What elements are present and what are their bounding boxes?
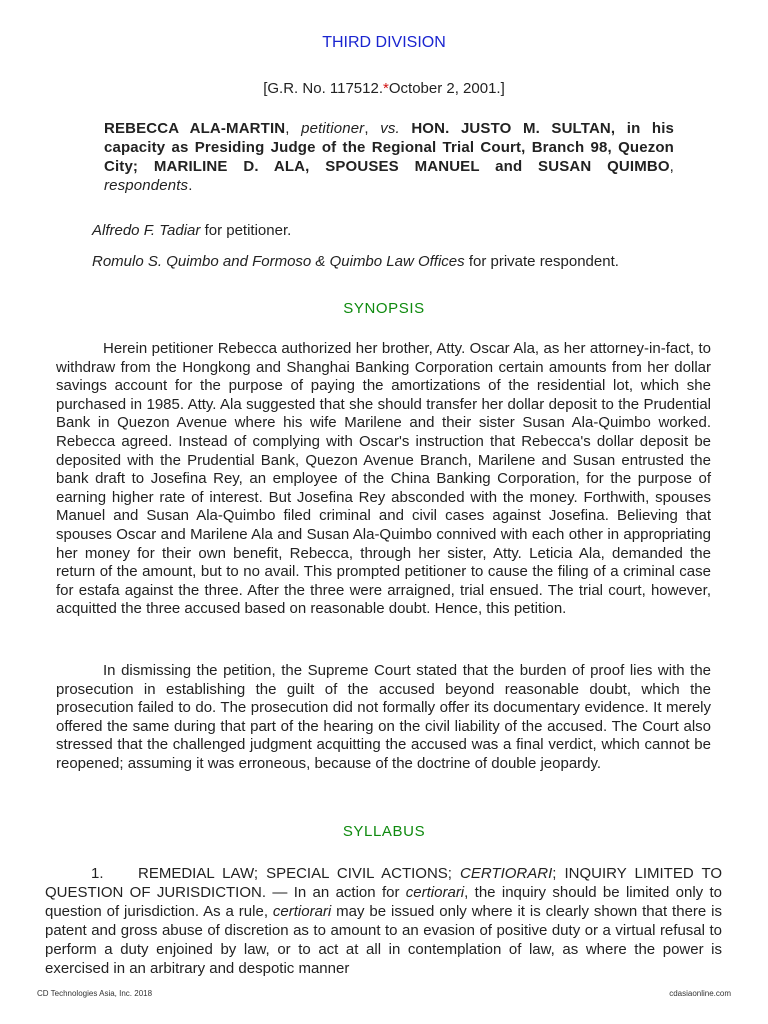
respondents-role: respondents bbox=[104, 177, 189, 194]
respondents-list: HON. JUSTO M. SULTAN, in his capacity as Presiding Judge of the Regional Trial Court, Branch 98, Quezon City; MARILINE D. ALA, SPOUSES MANUEL and SUSAN QUIMBO bbox=[104, 120, 675, 175]
counsel-role: for private respondent. bbox=[468, 253, 619, 270]
syllabus-italic: certiorari bbox=[405, 884, 465, 901]
footer-copyright: CD Technologies Asia, Inc. 2018 bbox=[37, 989, 153, 998]
synopsis-heading: SYNOPSIS bbox=[343, 300, 425, 317]
petitioner-role: petitioner bbox=[301, 120, 365, 137]
footer-site-link[interactable]: cdasiaonline.com bbox=[669, 989, 731, 998]
versus: vs. bbox=[380, 120, 400, 137]
synopsis-paragraph-1: Herein petitioner Rebecca authorized her brother, Atty. Oscar Ala, as her attorney-in-fact, to withdraw from the Hongkong and Shanghai Banking Corporation certain amounts from her dollar savings account for the purpose of paying the amortizations of the residential lot, which she purchased in 1985. Atty. Ala suggested that she should transfer her dollar deposit to the Prudential Bank in Quezon Avenue where his wife Marilene and their sister Susan Ala-Quimbo worked. Rebecca agreed. Instead of complying with Oscar's instruction that Rebecca's dollar deposit be deposited with the Prudential Bank, Quezon Avenue Branch, Marilene and Susan entrusted the bank draft to Josefina Rey, an employee of the China Banking Corporation, for the purpose of earning higher rate of interest. But Josefina Rey absconded with the money. Forthwith, spouses Manuel and Susan Ala-Quimbo filed criminal and civil cases against Josefina. Believing that spouses Oscar and Marilene Ala and Susan Ala-Quimbo connived with each other in appropriating her money for their own benefit, Rebecca, through her sister, Atty. Leticia Ala, demanded the return of the amount, but to no avail. This prompted petitioner to cause the filing of a criminal case for estafa against the three. After the three were arraigned, trial ensued. The trial court, however, acquitted the three accused based on reasonable doubt. Hence, this petition. bbox=[56, 340, 711, 618]
synopsis-paragraph-2: In dismissing the petition, the Supreme Court stated that the burden of proof lies with the prosecution in establishing the guilt of the accused beyond reasonable doubt, which the prosecution failed to do. The prosecution did not formally offer its documentary evidence. It merely offered the same during that part of the hearing on the civil liability of the accused. The Court also stressed that the challenged judgment acquitting the accused was a final verdict, which cannot be reopened; assuming it was erroneous, because of the doctrine of double jeopardy. bbox=[56, 662, 711, 772]
syllabus-italic: CERTIORARI bbox=[460, 865, 553, 882]
syllabus-text: , the inquiry should be limited only to question of jurisdiction. As a rule, bbox=[45, 884, 723, 920]
footnote-star-link[interactable]: * bbox=[383, 80, 389, 97]
counsel-petitioner bbox=[92, 222, 291, 239]
syllabus-text: ; INQUIRY LIMITED TO QUESTION OF JURISDICTION. — In an action for bbox=[45, 865, 722, 901]
syllabus-italic: certiorari bbox=[272, 903, 332, 920]
counsel-role: for petitioner. bbox=[204, 222, 292, 239]
counsel-respondent bbox=[92, 253, 619, 270]
syllabus-heading: SYLLABUS bbox=[342, 823, 426, 840]
syllabus-item-1 bbox=[45, 864, 722, 978]
case-number-line bbox=[0, 80, 768, 97]
case-parties: REBECCA ALA-MARTIN, petitioner, vs. HON. JUSTO M. SULTAN, in his capacity as Presiding Judge of the Regional Trial Court, Branch 98, Quezon City; MARILINE D. ALA, SPOUSES MANUEL and SUSAN QUIMBO, respondents. bbox=[104, 120, 675, 194]
petitioner-name: REBECCA ALA-MARTIN bbox=[104, 120, 286, 137]
syllabus-text: may be issued only where it is clearly shown that there is patent and gross abuse of discretion as to amount to an evasion of positive duty or a virtual refusal to perform a duty enjoined by law, or to act at all in contemplation of law, as where the power is exercised in an arbitrary and despotic manner bbox=[45, 903, 722, 977]
decision-date: October 2, 2001.] bbox=[388, 80, 505, 97]
division-heading: THIRD DIVISION bbox=[322, 34, 446, 51]
counsel-name: Romulo S. Quimbo and Formoso & Quimbo Law Offices bbox=[92, 253, 465, 270]
syllabus-item-number: 1. bbox=[91, 865, 104, 882]
syllabus-text: REMEDIAL LAW; SPECIAL CIVIL ACTIONS; bbox=[138, 865, 461, 882]
gr-number: [G.R. No. 117512. bbox=[263, 80, 384, 97]
counsel-name: Alfredo F. Tadiar bbox=[92, 222, 201, 239]
